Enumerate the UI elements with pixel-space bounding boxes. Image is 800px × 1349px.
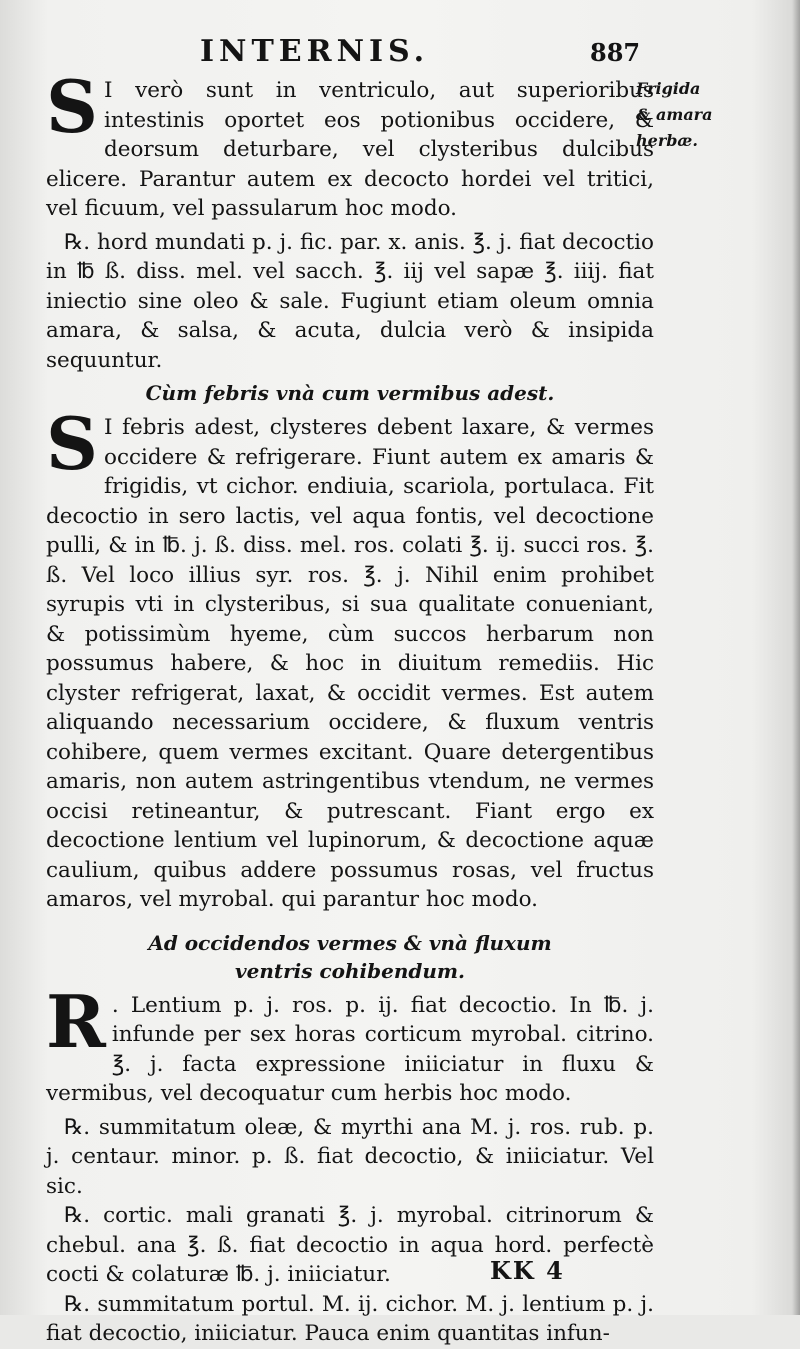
page-edge-shadow <box>792 0 800 1315</box>
paragraph-text: I verò sunt in ventriculo, aut superioribus intestinis oportet eos potionibus occidere, & deorsum deturbare, vel clysteribus dulcibus elicere. Parantur autem ex decocto hordei vel tritici, vel ficuum, vel passularum hoc modo. <box>46 78 654 221</box>
recipe-2: ℞. summitatum oleæ, & myrthi ana M. j. ros. rub. p. j. centaur. minor. p. ß. fiat decoctio, & iniiciatur. Vel sic. <box>46 1114 654 1199</box>
drop-capital: S <box>46 401 98 486</box>
section-heading-2 <box>46 929 654 985</box>
paragraph-3 <box>46 978 654 1109</box>
paragraph-2 <box>46 401 654 915</box>
page-number: 887 <box>590 38 641 67</box>
drop-capital: R <box>46 978 106 1064</box>
signature-mark: KK 4 <box>490 1256 565 1285</box>
recipe-3: ℞. cortic. mali granati ℥. j. myrobal. citrinorum & chebul. ana ℥. ß. fiat decoctio in aqua hord. perfectè cocti & colaturæ ℔. j. iniiciatur. <box>46 1203 654 1287</box>
margin-note-line-2: & amara <box>636 105 713 124</box>
main-text <box>46 64 654 1349</box>
drop-capital: S <box>46 64 98 149</box>
recipe-4: ℞. summitatum portul. M. ij. cichor. M. j. lentium p. j. fiat decoctio, iniiciatur. Pauca enim quantitas infun- <box>46 1291 654 1346</box>
paragraph-text: I febris adest, clysteres debent laxare, & vermes occidere & refrigerare. Fiunt autem ex amaris & frigidis, vt cichor. endiuia, scariola, portulaca. Fit decoctio in sero lactis, vel aqua fontis, vel decoctione pulli, & in ℔. j. ß. diss. mel. ros. colati ℥. ij. succi ros. ℥. ß. Vel loco illius syr. ros. ℥. j. Nihil enim prohibet syrupis vti in clysteribus, si sua qualitate conueniant, & potissimùm hyeme, cùm succos herbarum non possumus habere, & hoc in diuitum remediis. Hic clyster refrigerat, laxat, & occidit vermes. Est autem aliquando necessarium occidere, & fluxum ventris cohibere, quem vermes excitant. Quare detergentibus amaris, non autem astringentibus vtendum, ne vermes occisi retineantur, & putrescant. Fiant ergo ex decoctione lentium vel lupinorum, & decoctione aquæ caulium, quibus addere possumus rosas, vel fructus amaros, vel myrobal. qui parantur hoc modo. <box>46 415 654 912</box>
section-heading-2-line-1: Ad occidendos vermes & vnà fluxum <box>148 930 552 955</box>
page-header <box>0 28 800 68</box>
running-title: INTERNIS. <box>200 34 430 69</box>
page-footer <box>440 1256 660 1292</box>
paragraph-1 <box>46 64 654 224</box>
margin-note-line-3: herbæ. <box>636 131 698 150</box>
recipe-1: ℞. hord mundati p. j. fic. par. x. anis. ℥. j. fiat decoctio in ℔ ß. diss. mel. vel sacch. ℥. iij vel sapæ ℥. iiij. fiat iniectio sine oleo & sale. Fugiunt etiam oleum omnia amara, & salsa, & acuta, dulcia verò & insipida sequuntur. <box>46 229 654 373</box>
section-heading-2-line-2: ventris cohibendum. <box>234 958 466 983</box>
section-heading-1: Cùm febris vnà cum vermibus adest. <box>145 381 555 405</box>
paragraph-text: . Lentium p. j. ros. p. ij. fiat decoctio. In ℔. j. infunde per sex horas corticum myrobal. citrino. ℥. j. facta expressione iniiciatur in fluxu & vermibus, vel decoquatur cum herbis hoc modo. <box>46 992 654 1106</box>
margin-note-line-1: Frigida <box>636 79 701 98</box>
